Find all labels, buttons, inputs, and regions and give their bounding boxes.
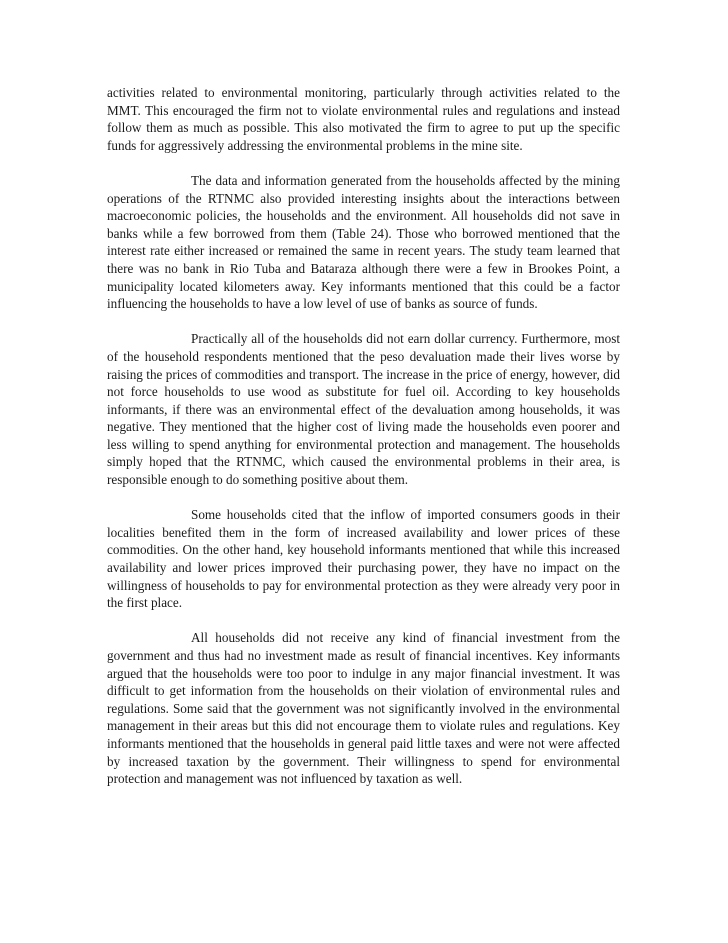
paragraph-peso-devaluation: Practically all of the households did not earn dollar currency. Furthermore, most of the household respondents mentioned that the peso devaluation made their lives worse by raising the prices of commodities and transport. The increase in the price of energy, however, did not force households to use wood as substitute for fuel oil. According to key households informants, if there was an environmental effect of the devaluation among households, it was negative. They mentioned that the higher cost of living made the households even poorer and less willing to spend anything for environmental protection and management. The households simply hoped that the RTNMC, which caused the environmental problems in their area, is responsible enough to do something positive about them.	[107, 331, 620, 488]
document-page	[107, 84, 620, 805]
paragraph-household-banking: The data and information generated from the households affected by the mining operations of the RTNMC also provided interesting insights about the interactions between macroeconomic policies, the households and the environment. All households did not save in banks while a few borrowed from them (Table 24). Those who borrowed mentioned that the interest rate either increased or remained the same in recent years. The study team learned that there was no bank in Rio Tuba and Bataraza although there were a few in Brookes Point, a municipality located kilometers away. Key informants mentioned that this could be a factor influencing the households to have a low level of use of banks as source of funds.	[107, 172, 620, 312]
paragraph-imported-goods: Some households cited that the inflow of imported consumers goods in their localities benefited them in the form of increased availability and lower prices of these commodities. On the other hand, key household informants mentioned that while this increased availability and lower prices improved their purchasing power, they have no impact on the willingness of households to pay for environmental protection as they were already very poor in the first place.	[107, 507, 620, 611]
paragraph-financial-investment: All households did not receive any kind of financial investment from the government and thus had no investment made as result of financial incentives. Key informants argued that the households were too poor to indulge in any major financial investment. It was difficult to get information from the households on their violation of environmental rules and regulations. Some said that the government was not significantly involved in the environmental management in their areas but this did not encourage them to violate rules and regulations. Key informants mentioned that the households in general paid little taxes and were not were affected by increased taxation by the government. Their willingness to spend for environmental protection and management was not influenced by taxation as well.	[107, 630, 620, 787]
paragraph-environmental-monitoring: activities related to environmental monitoring, particularly through activities related to the MMT. This encouraged the firm not to violate environmental rules and regulations and instead follow them as much as possible. This also motivated the firm to agree to put up the specific funds for aggressively addressing the environmental problems in the mine site.	[107, 85, 620, 153]
